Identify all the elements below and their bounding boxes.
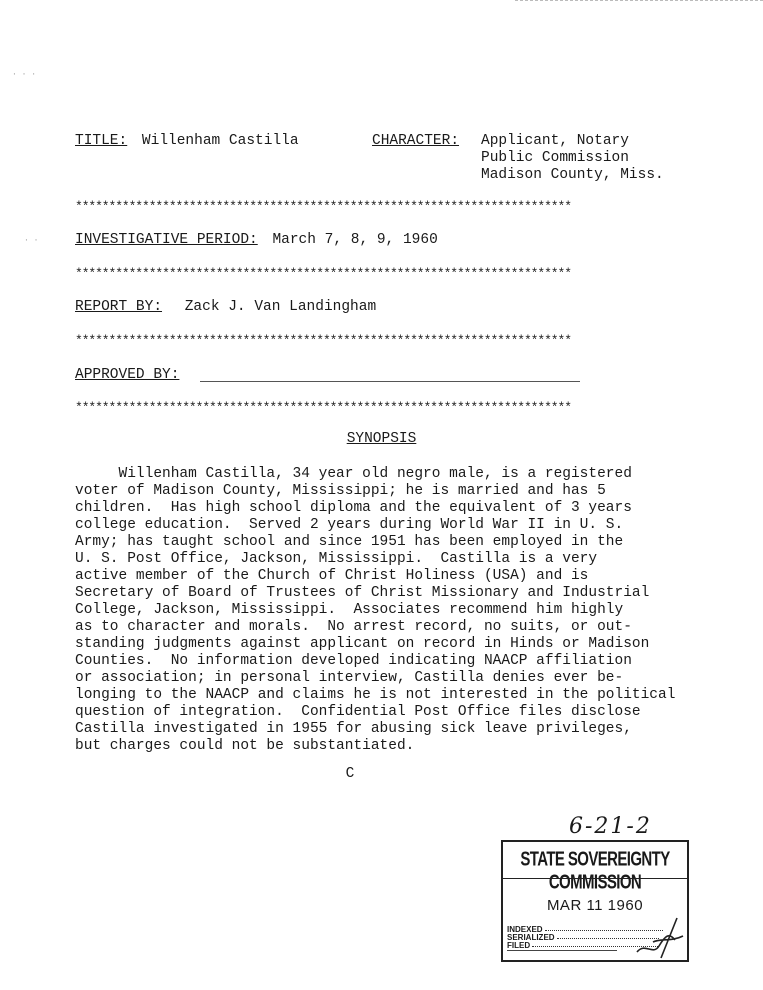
synopsis-line: voter of Madison County, Mississippi; he is married and has 5 [75, 483, 606, 499]
synopsis-line: College, Jackson, Mississippi. Associates recommend him highly [75, 602, 624, 618]
synopsis-line: college education. Served 2 years during World War II in U. S. [75, 517, 624, 533]
margin-speck: · · [24, 236, 39, 245]
stamp-field-indexed: INDEXED [507, 926, 663, 934]
character-line: Applicant, Notary [481, 133, 629, 149]
character-label: CHARACTER: [372, 133, 460, 149]
synopsis-line: Counties. No information developed indicating NAACP affiliation [75, 653, 632, 669]
synopsis-line: Army; has taught school and since 1951 has been employed in the [75, 534, 624, 550]
synopsis-line: Castilla investigated in 1955 for abusing sick leave privileges, [75, 721, 632, 737]
separator-line: ************************************************************************** [75, 200, 571, 214]
handwritten-file-number: 6-21-2 [569, 814, 652, 839]
synopsis-line: longing to the NAACP and claims he is not interested in the political [75, 687, 676, 703]
investigative-value: March 7, 8, 9, 1960 [272, 232, 438, 248]
approved-by-signature-line [200, 381, 580, 382]
synopsis-line: but charges could not be substantiated. [75, 738, 415, 754]
synopsis-line: as to character and morals. No arrest record, no suits, or out- [75, 619, 632, 635]
commission-stamp [499, 814, 689, 962]
character-line: Madison County, Miss. [481, 167, 664, 183]
approved-by-label: APPROVED BY: [75, 367, 180, 383]
top-edge-dots [515, 0, 763, 1]
synopsis-heading: SYNOPSIS [346, 431, 417, 447]
stamp-date: MAR 11 1960 [546, 897, 644, 914]
stamp-divider [503, 878, 687, 879]
title-value: Willenham Castilla [141, 133, 299, 149]
stamp-header: STATE SOVEREIGNTY COMMISSION [520, 848, 670, 894]
synopsis-line: children. Has high school diploma and the equivalent of 3 years [75, 500, 632, 516]
investigative-label: INVESTIGATIVE PERIOD: [75, 232, 258, 248]
stamp-bottom-rule [507, 950, 617, 951]
character-line: Public Commission [481, 150, 629, 166]
character-value [481, 133, 664, 184]
title-label: TITLE: [75, 133, 128, 149]
synopsis-line: Secretary of Board of Trustees of Christ Missionary and Industrial [75, 585, 650, 601]
report-by-value: Zack J. Van Landingham [184, 299, 377, 315]
separator-line: ************************************************************************** [75, 401, 571, 415]
stamp-field-filed: FILED [507, 942, 663, 950]
separator-line: ************************************************************************** [75, 267, 571, 281]
synopsis-body [75, 466, 755, 755]
synopsis-line: question of integration. Confidential Post Office files disclose [75, 704, 641, 720]
footer-letter: C [345, 766, 355, 782]
report-by [75, 299, 376, 316]
synopsis-line: U. S. Post Office, Jackson, Mississippi. Castilla is a very [75, 551, 598, 567]
stamp-field-serialized: SERIALIZED [507, 934, 663, 942]
investigative-period [75, 232, 438, 249]
synopsis-line: Willenham Castilla, 34 year old negro male, is a registered [75, 466, 632, 482]
title-field [75, 133, 299, 150]
margin-speck: · · · [12, 70, 37, 79]
signature-scribble [631, 912, 687, 960]
stamp-box [501, 840, 689, 962]
report-by-label: REPORT BY: [75, 299, 163, 315]
synopsis-line: or association; in personal interview, Castilla denies ever be- [75, 670, 624, 686]
synopsis-line: active member of the Church of Christ Holiness (USA) and is [75, 568, 589, 584]
separator-line: ************************************************************************** [75, 334, 571, 348]
synopsis-line: standing judgments against applicant on record in Hinds or Madison [75, 636, 650, 652]
